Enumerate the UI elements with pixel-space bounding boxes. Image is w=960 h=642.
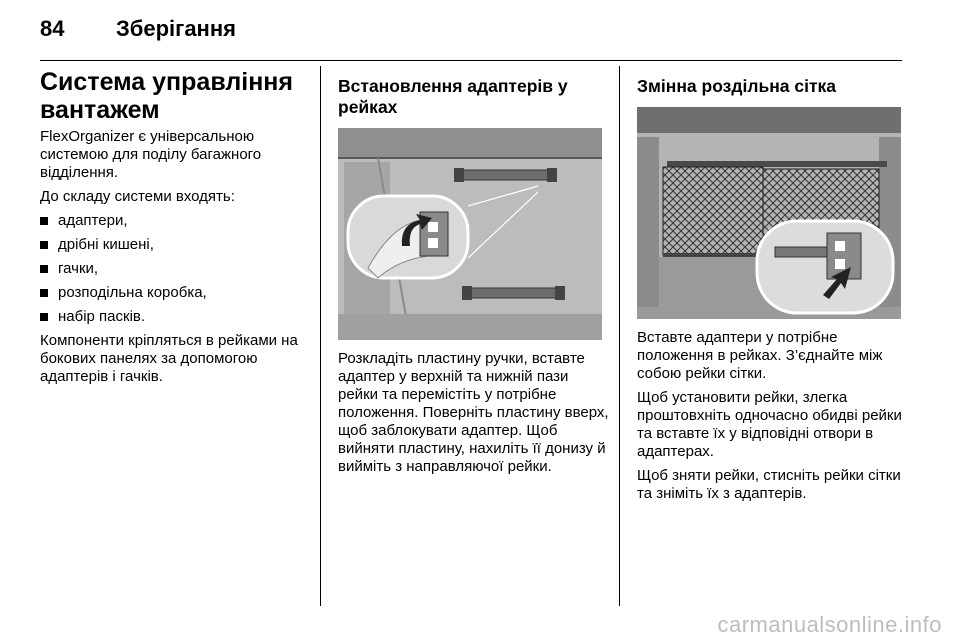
list-item: дрібні кишені,	[40, 236, 310, 254]
adapter-rail-illustration	[338, 128, 602, 340]
net-paragraph-1: Вставте адаптери у потрібне положення в рейках. З’єднайте між собою рейки сітки.	[637, 329, 883, 382]
column-2	[338, 62, 610, 482]
heading-cargo-management: Система управління вантажем	[40, 68, 293, 124]
header-rule	[40, 60, 902, 61]
components-list	[40, 212, 310, 326]
list-intro: До складу системи входять:	[40, 188, 235, 205]
page-number: 84	[40, 16, 65, 41]
list-item: адаптери,	[40, 212, 310, 230]
column-divider-2	[619, 66, 620, 606]
column-divider-1	[320, 66, 321, 606]
divider-net-illustration	[637, 107, 901, 319]
column-1	[40, 62, 310, 392]
net-paragraph-3: Щоб зняти рейки, стисніть рейки сітки та зніміть їх з адаптерів.	[637, 467, 901, 502]
column-3	[637, 62, 912, 509]
list-item: гачки,	[40, 260, 310, 278]
intro-paragraph: FlexOrganizer є універсальною системою для поділу багажного відділення.	[40, 128, 262, 181]
heading-divider-net: Змінна роздільна сітка	[637, 76, 837, 96]
heading-adapter-install: Встановлення адаптерів у рейках	[338, 76, 568, 117]
net-paragraph-2: Щоб установити рейки, злегка проштовхніть одночасно обидві рейки та вставте їх у відповідні отвори в адаптерах.	[637, 389, 902, 460]
list-item: розподільна коробка,	[40, 284, 310, 302]
outro-paragraph: Компоненти кріпляться в рейками на бокових панелях за допомогою адаптерів і гачків.	[40, 332, 298, 385]
list-item: набір пасків.	[40, 308, 310, 326]
section-title: Зберігання	[116, 16, 236, 41]
adapter-instructions: Розкладіть пластину ручки, вставте адаптер у верхній та нижній пази рейки та перемістіть у потрібне положення. Поверніть пластину вверх, щоб заблокувати адаптер. Щоб вийняти пластину, нахиліть її донизу й вийміть з направляючої рейки.	[338, 350, 609, 475]
watermark: carmanualsonline.info	[717, 612, 942, 637]
